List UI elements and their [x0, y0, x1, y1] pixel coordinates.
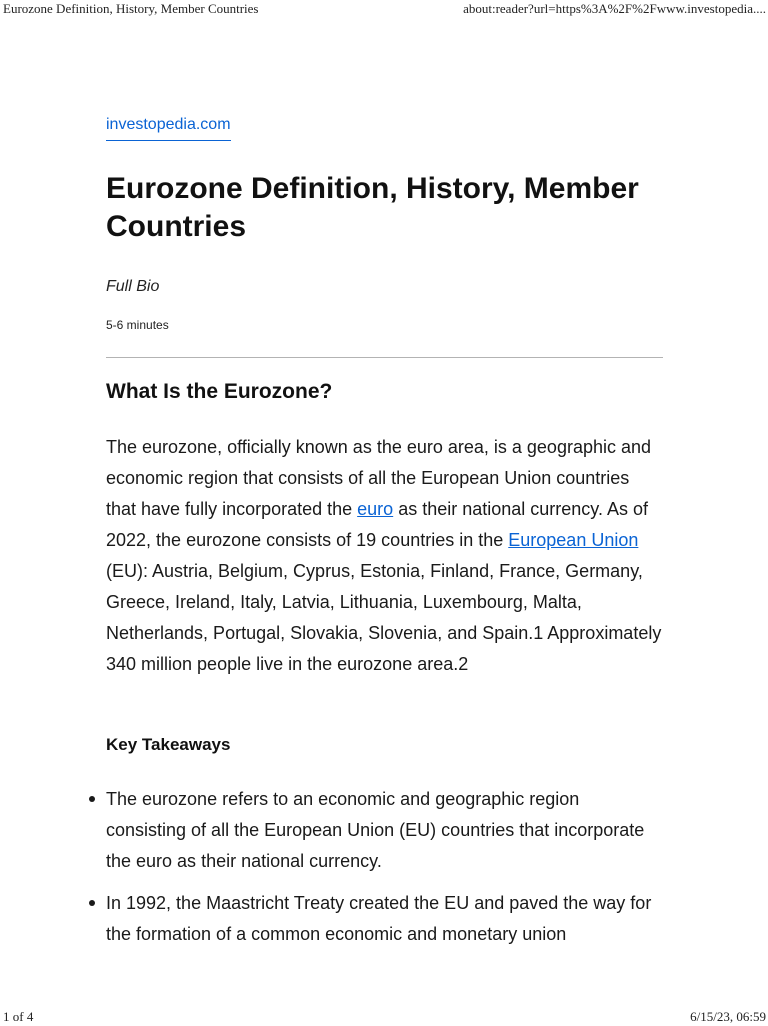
article-title: Eurozone Definition, History, Member Countries: [106, 172, 639, 243]
list-item-text: In 1992, the Maastricht Treaty created the EU and paved the way for the formation of a common economic and monetary union: [106, 893, 652, 944]
page-number: 1 of 4: [3, 1009, 34, 1024]
print-datetime: 6/15/23, 06:59: [690, 1009, 766, 1024]
author-byline: Full Bio: [106, 278, 160, 295]
paragraph-text: The eurozone, officially known as the euro area, is a geographic and economic region that consists of all the European Union countries that have fully incorporated the: [106, 437, 652, 519]
key-takeaways-heading: Key Takeaways: [106, 735, 231, 754]
paragraph-text: (EU): Austria, Belgium, Cyprus, Estonia, Finland, France, Germany, Greece, Ireland, Italy, Latvia, Lithuania, Luxembourg, Malta, Netherlands, Portugal, Slovakia, Slovenia, and Spain.1 Approximately 340 million people live in the eurozone area.2: [106, 561, 662, 674]
list-item: [106, 888, 663, 950]
bullet-icon: [89, 900, 95, 906]
print-header-title: Eurozone Definition, History, Member Countries: [3, 1, 259, 16]
list-item-text: The eurozone refers to an economic and geographic region consisting of all the European Union (EU) countries that incorporate the euro as their national currency.: [106, 789, 645, 871]
source-domain-link[interactable]: investopedia.com: [106, 116, 231, 141]
print-footer: [0, 1008, 768, 1026]
euro-link[interactable]: euro: [357, 499, 394, 519]
paragraph-text: as their national currency. As of 2022, the eurozone consists of 19 countries in the: [106, 499, 648, 550]
reading-time: 5-6 minutes: [106, 318, 169, 332]
print-header-url: about:reader?url=https%3A%2F%2Fwww.investopedia....: [463, 1, 766, 16]
header-divider: [106, 357, 663, 358]
section-heading: What Is the Eurozone?: [106, 380, 333, 403]
list-item: [106, 784, 663, 877]
european-union-link[interactable]: European Union: [508, 530, 639, 550]
bullet-icon: [89, 796, 95, 802]
key-takeaways-list: [106, 784, 663, 961]
print-header: [0, 0, 768, 18]
intro-paragraph: [106, 432, 663, 680]
